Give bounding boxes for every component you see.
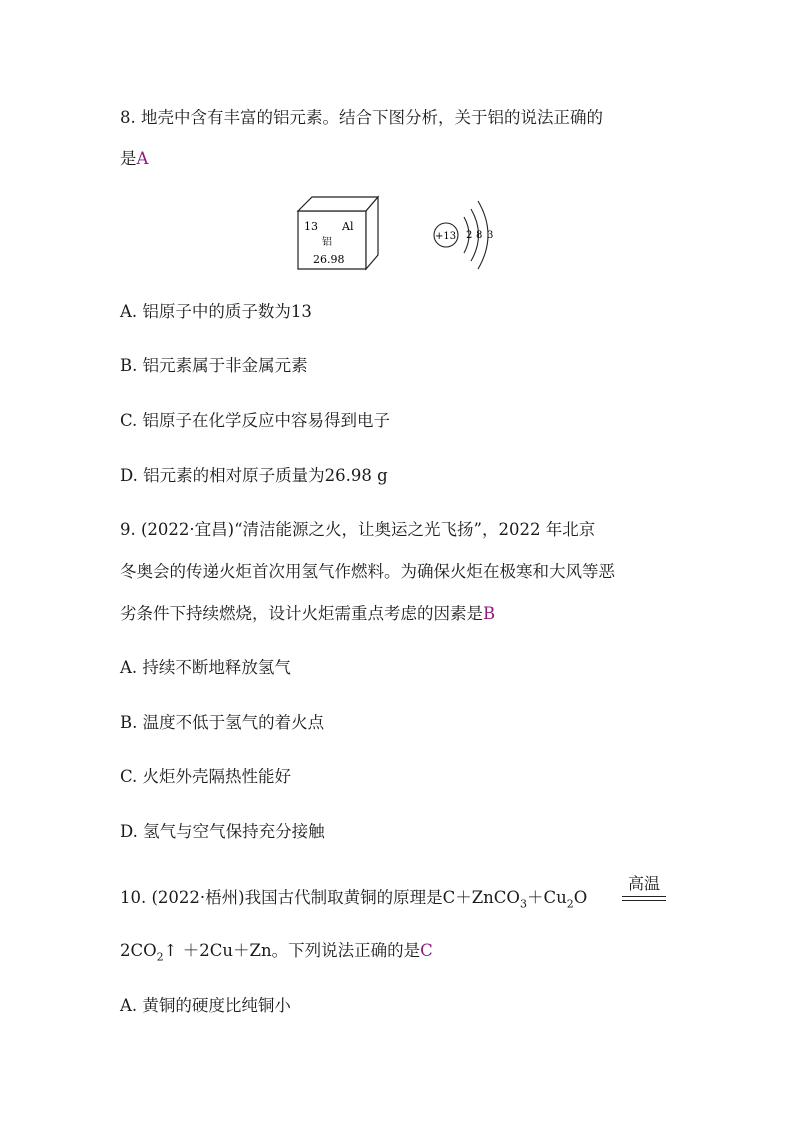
q9-stem-line3 <box>120 602 495 626</box>
q8-option-b: B. 铝元素属于非金属元素 <box>120 356 308 375</box>
element-number: 13 <box>304 220 318 233</box>
q10-plus-cu: ＋Cu <box>526 888 567 907</box>
q10-line2-a: 2CO <box>120 941 157 960</box>
condition-label: 高温 <box>627 874 660 893</box>
q10-sub-3: 3 <box>519 897 527 911</box>
q8-option-a: A. 铝原子中的质子数为13 <box>120 302 312 321</box>
q9-stem-line2: 冬奥会的传递火炬首次用氢气作燃料。为确保火炬在极寒和大风等恶 <box>120 562 615 581</box>
shell-1-electrons: 2 <box>466 230 473 241</box>
q9-option-b: B. 温度不低于氢气的着火点 <box>120 713 325 732</box>
q8-stem-text: 是 <box>120 149 137 168</box>
q10-line2-b: ↑ ＋2Cu＋Zn。下列说法正确的是 <box>163 941 421 960</box>
q8-answer: A <box>136 149 149 168</box>
aluminum-element-card <box>296 193 380 273</box>
nucleus-charge: +13 <box>435 231 457 242</box>
element-symbol: Al <box>342 220 354 233</box>
q9-option-c: C. 火炬外壳隔热性能好 <box>120 767 292 786</box>
q10-answer: C <box>420 941 433 960</box>
q9-stem-line1: 9. (2022·宜昌)“清洁能源之火，让奥运之光飞扬”，2022 年北京 <box>120 520 596 539</box>
element-mass: 26.98 <box>313 253 345 266</box>
q10-stem-line1 <box>120 886 587 916</box>
q9-option-a: A. 持续不断地释放氢气 <box>120 658 291 677</box>
aluminum-atom-structure <box>430 195 510 273</box>
q8-option-d: D. 铝元素的相对原子质量为26.98 g <box>120 466 388 485</box>
q9-answer: B <box>483 604 496 623</box>
q10-sub-2: 2 <box>566 897 574 911</box>
element-name: 铝 <box>322 237 332 248</box>
q8-option-c: C. 铝原子在化学反应中容易得到电子 <box>120 411 391 430</box>
q10-option-a: A. 黄铜的硬度比纯铜小 <box>120 996 291 1015</box>
q8-stem-line2 <box>120 147 148 171</box>
q10-line2-sub: 2 <box>156 950 164 964</box>
q10-stem-line2 <box>120 939 433 969</box>
reaction-condition <box>622 874 666 901</box>
q9-option-d: D. 氢气与空气保持充分接触 <box>120 822 325 841</box>
q8-stem-line1: 8. 地壳中含有丰富的铝元素。结合下图分析，关于铝的说法正确的 <box>120 108 603 127</box>
q10-o: O <box>573 888 588 907</box>
shell-3-electrons: 3 <box>487 230 494 241</box>
q9-stem-text: 劣条件下持续燃烧，设计火炬需重点考虑的因素是 <box>120 604 483 623</box>
q10-stem-prefix: 10. (2022·梧州)我国古代制取黄铜的原理是C＋ZnCO <box>120 888 520 907</box>
shell-2-electrons: 8 <box>476 230 483 241</box>
